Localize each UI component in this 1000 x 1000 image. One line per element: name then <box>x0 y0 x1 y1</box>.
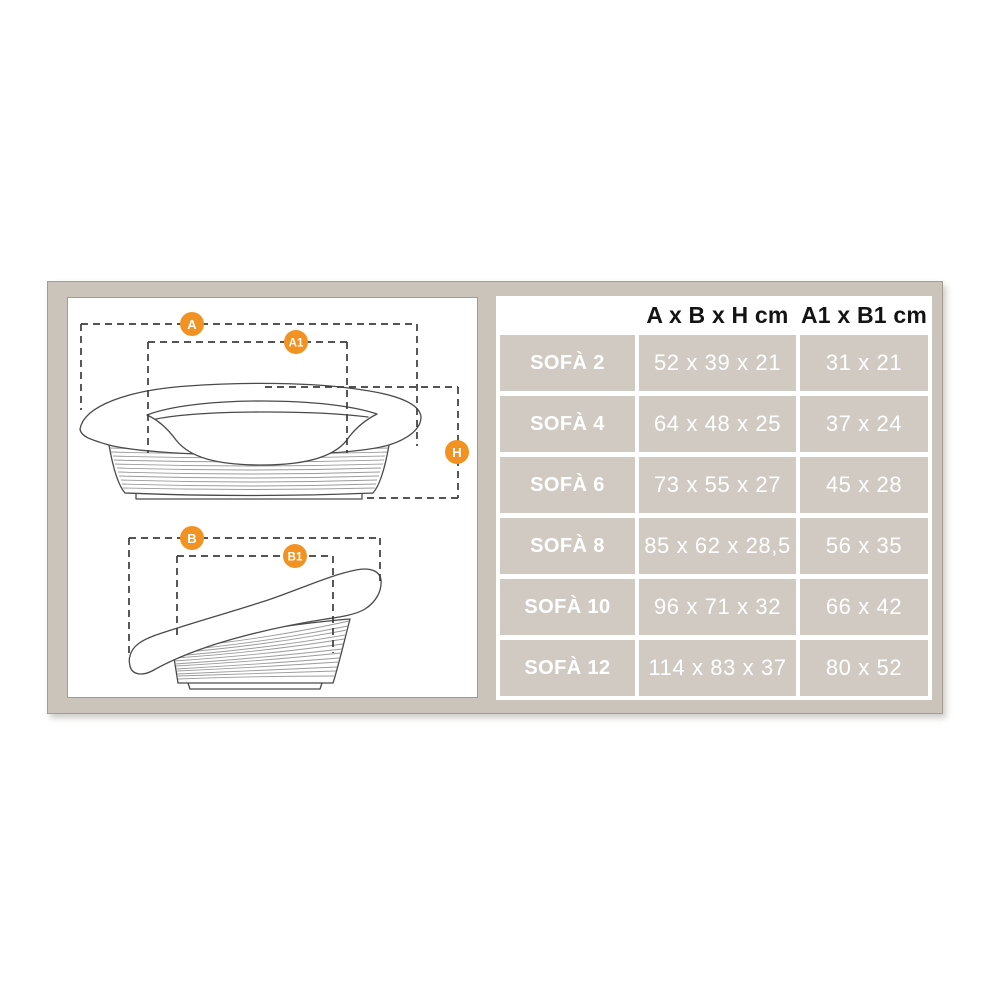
size-table-panel <box>496 296 932 700</box>
table-cell: 37 x 24 <box>800 396 928 452</box>
table-cell: 45 x 28 <box>800 457 928 513</box>
row-label: SOFÀ 8 <box>500 518 635 574</box>
table-cell: 73 x 55 x 27 <box>639 457 796 513</box>
row-label: SOFÀ 10 <box>500 579 635 635</box>
size-table <box>500 335 928 696</box>
table-cell: 80 x 52 <box>800 640 928 696</box>
row-label: SOFÀ 2 <box>500 335 635 391</box>
row-label: SOFÀ 6 <box>500 457 635 513</box>
dimension-diagram-panel <box>67 297 478 698</box>
front-inner-opening <box>147 401 377 465</box>
table-cell: 31 x 21 <box>800 335 928 391</box>
table-cell: 114 x 83 x 37 <box>639 640 796 696</box>
pet-sofa-dimension-drawing <box>68 298 477 697</box>
column-header-abh: A x B x H cm <box>646 302 789 328</box>
table-cell: 56 x 35 <box>800 518 928 574</box>
table-cell: 52 x 39 x 21 <box>639 335 796 391</box>
spec-frame <box>47 281 943 714</box>
row-label: SOFÀ 4 <box>500 396 635 452</box>
table-cell: 96 x 71 x 32 <box>639 579 796 635</box>
column-header-a1b1: A1 x B1 cm <box>800 302 927 328</box>
badge-a1-label: A1 <box>288 337 304 350</box>
badge-b-label: B <box>187 531 197 546</box>
row-label: SOFÀ 12 <box>500 640 635 696</box>
badge-h-label: H <box>452 445 462 460</box>
front-view-drawing <box>80 383 421 499</box>
side-view-drawing <box>129 569 381 689</box>
badge-a-label: A <box>187 317 197 332</box>
table-cell: 66 x 42 <box>800 579 928 635</box>
badge-b1-label: B1 <box>287 551 303 564</box>
side-base-plate <box>188 683 322 689</box>
table-cell: 85 x 62 x 28,5 <box>639 518 796 574</box>
table-cell: 64 x 48 x 25 <box>639 396 796 452</box>
